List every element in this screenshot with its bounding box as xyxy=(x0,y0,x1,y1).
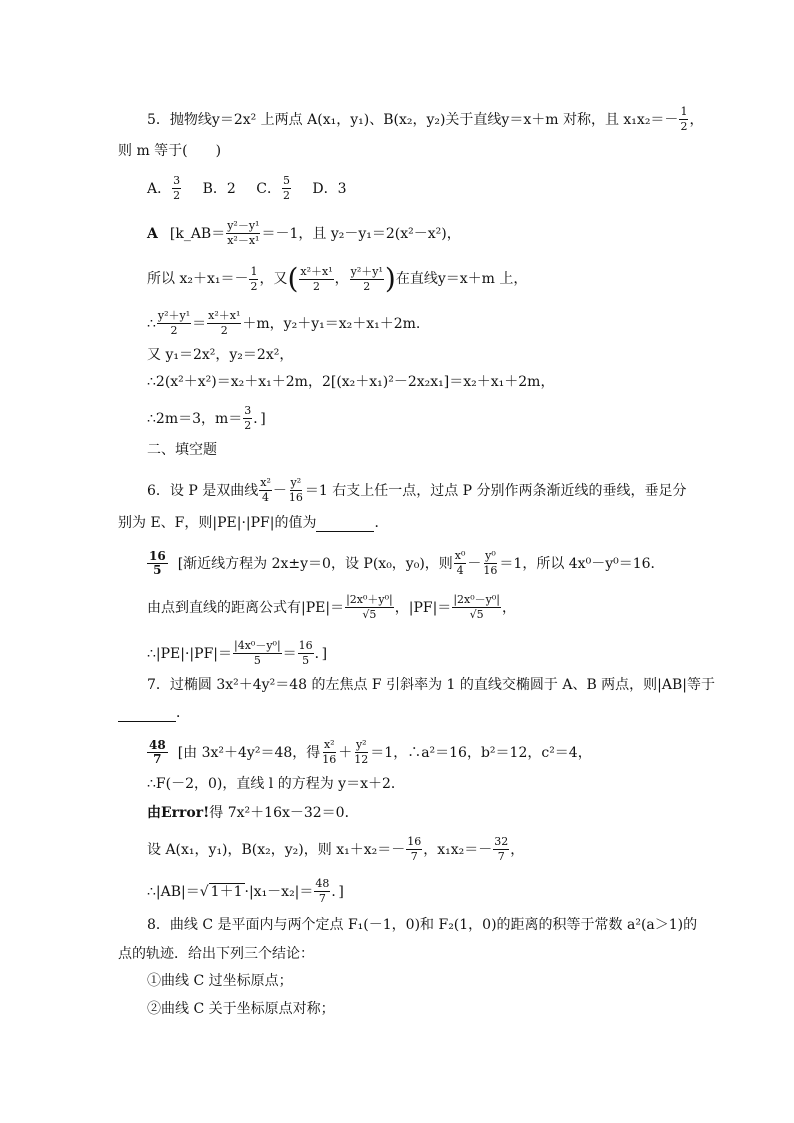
fraction: $\frac{32}{7}$ xyxy=(494,835,509,863)
q5-solution-line-3: ∴ $\frac{\text{y²＋y¹}}{2}$ ＝ $\frac{\text{x²＋x¹}}{2}$ ＋m，y₂＋y₁＝x₂＋x₁＋2m. xyxy=(147,309,421,337)
q7-answer: $\frac{48}{7}$ xyxy=(149,738,166,766)
fraction: $\frac{\text{|2x⁰－y⁰|}}{√5}$ xyxy=(453,593,500,621)
q7-stem: 7．过椭圆 3x²＋4y²＝48 的左焦点 F 引斜率为 1 的直线交椭圆于 A、B 两点，则|AB|等于 xyxy=(147,677,716,693)
paren: ) xyxy=(384,262,396,295)
paren: ( xyxy=(287,262,299,295)
fraction: $\frac{\text{|2x⁰＋y⁰|}}{√5}$ xyxy=(346,593,393,621)
fraction: $\frac{\text{x²＋x¹}}{2}$ xyxy=(300,264,333,293)
square-root: √ 1＋1 xyxy=(199,883,243,900)
q5-options: A． $\frac{3}{2}$ B．2 C． $\frac{5}{2}$ D．3 xyxy=(147,174,347,202)
q8-stem-line-2: 点的轨迹．给出下列三个结论： xyxy=(118,946,314,962)
section-heading: 二、填空题 xyxy=(147,442,217,458)
fraction: $\frac{16}{5}$ xyxy=(298,639,313,667)
q5-stem: 5．抛物线y＝2x² 上两点 A(x₁，y₁)、B(x₂，y₂)关于直线y＝x＋m 对称，且 x₁x₂＝－ $\frac{1}{2}$ ， xyxy=(147,105,704,133)
q7-solution-line-2: ∴F(－2，0)，直线 l 的方程为 y＝x＋2． xyxy=(147,776,405,792)
q7-solution-line-3: 由Error!得 7x²＋16x－32＝0． xyxy=(147,805,359,821)
radical: √ xyxy=(199,883,209,900)
fraction: $\frac{\text{x²}}{16}$ xyxy=(322,738,337,766)
q7-solution-line-1: $\frac{48}{7}$ [由 3x²＋4y²＝48，得 $\frac{\text{x²}}{16}$ ＋ $\frac{\text{y²}}{12}$ ＝1，∴a²＝16，b²＝12，c²＝4， xyxy=(149,738,592,766)
q6-stem: 6．设 P 是双曲线 $\frac{\text{x²}}{4}$ － $\frac{\text{y²}}{16}$ ＝1 右支上任一点，过点 P 分别作两条渐近线的垂线，垂足分 xyxy=(147,476,687,504)
answer-blank xyxy=(316,517,374,532)
q6-solution-line-2: 由点到直线的距离公式有|PE|＝ $\frac{\text{|2x⁰＋y⁰|}}{√5}$ ，|PF|＝ $\frac{\text{|2x⁰－y⁰|}}{√5}$ ， xyxy=(147,593,516,621)
q7-solution-line-5: ∴|AB|＝√ 1＋1 ·|x₁－x₂|＝ $\frac{48}{7}$ ．] xyxy=(147,877,344,905)
fraction: $\frac{\text{y⁰}}{16}$ xyxy=(483,549,498,577)
q5-solution-line-1: A [k_AB＝ $\frac{\text{y²－y¹}}{\text{x²－x¹}}$ ＝－1，且 y₂－y₁＝2(x²－x²)， xyxy=(147,219,461,247)
fraction: $\frac{\text{y²}}{16}$ xyxy=(288,476,303,504)
fraction: $\frac{\text{y²＋y¹}}{2}$ xyxy=(350,264,383,293)
q5-solution-line-2: 所以 x₂＋x₁＝－ $\frac{1}{2}$ ，又( $\frac{\text{x²＋x¹}}{2}$ ， $\frac{\text{y²＋y¹}}{2}$ )在直线y＝x＋m 上， xyxy=(147,262,528,295)
q5-solution-line-4: 又 y₁＝2x²，y₂＝2x²， xyxy=(147,347,294,363)
q6-stem-line-2: 别为 E、F，则|PE|·|PF|的值为 ． xyxy=(118,515,389,531)
q6-solution-line-3: ∴|PE|·|PF|＝ $\frac{\text{|4x⁰－y⁰|}}{5}$ ＝ $\frac{16}{5}$ ．] xyxy=(147,639,328,667)
q6-solution-line-1: $\frac{16}{5}$ [渐近线方程为 2x±y＝0，设 P(x₀，y₀)，则 $\frac{\text{x⁰}}{4}$ － $\frac{\text{y⁰}}{16}$ ＝1，所以 4x⁰－y⁰＝16． xyxy=(149,549,665,577)
fraction: $\frac{\text{y²－y¹}}{\text{x²－x¹}}$ xyxy=(227,219,260,247)
q5-solution-line-6: ∴2m＝3，m＝ $\frac{3}{2}$ ．] xyxy=(147,404,266,432)
q5-option-c-fraction: $\frac{5}{2}$ xyxy=(282,174,290,202)
q8-stem-line-1: 8．曲线 C 是平面内与两个定点 F₁(－1，0)和 F₂(1，0)的距离的积等于常数 a²(a＞1)的 xyxy=(147,917,698,933)
fraction: $\frac{\text{|4x⁰－y⁰|}}{5}$ xyxy=(234,639,281,667)
q7-stem-line-2: ． xyxy=(118,704,190,722)
q5-stem-fraction: $\frac{1}{2}$ xyxy=(680,105,688,133)
q6-answer: $\frac{16}{5}$ xyxy=(149,549,166,577)
q5-solution-line-5: ∴2(x²＋x²)＝x₂＋x₁＋2m，2[(x₂＋x₁)²－2x₂x₁]＝x₂＋x₁＋2m， xyxy=(147,374,555,390)
fraction: $\frac{\text{x²＋x¹}}{2}$ xyxy=(208,309,241,337)
q5-ask: 则 m 等于( ) xyxy=(118,143,222,159)
fraction: $\frac{3}{2}$ xyxy=(244,404,252,432)
fraction: $\frac{\text{x⁰}}{4}$ xyxy=(454,549,466,577)
fraction: $\frac{1}{2}$ xyxy=(250,264,258,293)
fraction: $\frac{\text{y²＋y¹}}{2}$ xyxy=(157,309,191,337)
q8-conclusion-2: ②曲线 C 关于坐标原点对称； xyxy=(147,1001,335,1017)
q7-solution-line-4: 设 A(x₁，y₁)，B(x₂，y₂)，则 x₁＋x₂＝－ $\frac{16}{7}$ ，x₁x₂＝－ $\frac{32}{7}$ ， xyxy=(147,835,525,863)
fraction: $\frac{48}{7}$ xyxy=(315,877,330,905)
answer-blank xyxy=(118,707,176,722)
q8-conclusion-1: ①曲线 C 过坐标原点； xyxy=(147,973,293,989)
fraction: $\frac{16}{7}$ xyxy=(407,835,422,863)
fraction: $\frac{\text{x²}}{4}$ xyxy=(260,476,271,504)
q5-answer-letter: A xyxy=(147,225,158,242)
fraction: $\frac{\text{y²}}{12}$ xyxy=(354,738,369,766)
q5-option-a-fraction: $\frac{3}{2}$ xyxy=(173,174,181,202)
